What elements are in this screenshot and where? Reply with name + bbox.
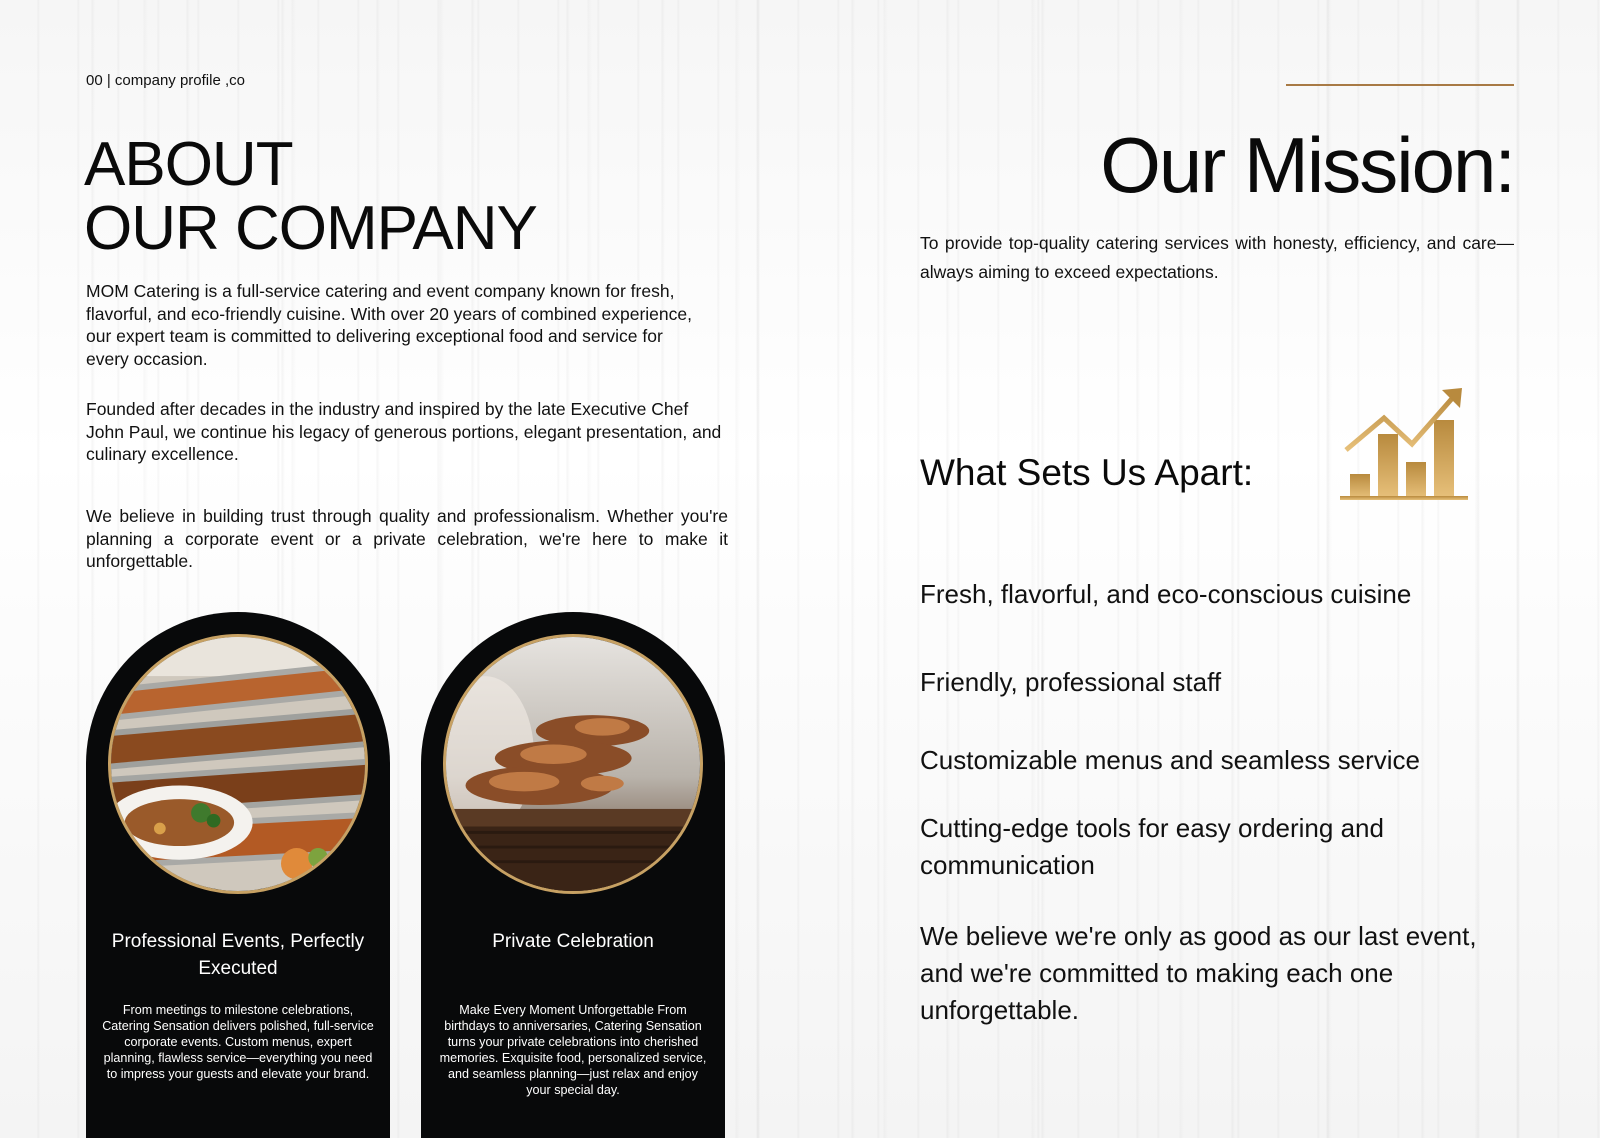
buffet-trays-image xyxy=(111,637,365,891)
about-title xyxy=(84,130,537,263)
buffet-trays-photo xyxy=(108,634,368,894)
private-celebration-title: Private Celebration xyxy=(492,931,654,952)
about-title-line-2: OUR COMPANY xyxy=(84,194,537,263)
about-paragraph-2: Founded after decades in the industry and inspired by the late Executive Chef John Paul, we continue his legacy of generous portions, elegant presentation, and culinary excellence. xyxy=(86,399,722,464)
apart-item-1: Fresh, flavorful, and eco-conscious cuisine xyxy=(920,579,1412,609)
corporate-events-title: Professional Events, Perfectly Executed xyxy=(111,931,365,979)
about-title-line-1: ABOUT xyxy=(84,130,293,199)
growth-chart-icon xyxy=(1340,388,1470,510)
apart-item-4: Cutting-edge tools for easy ordering and communication xyxy=(920,813,1384,880)
mission-title: Our Mission: xyxy=(1100,121,1514,209)
grilled-skewers-image xyxy=(446,637,700,891)
about-paragraph-1: MOM Catering is a full-service catering and event company known for fresh, flavorful, and eco-friendly cuisine. With over 20 years of combined experience, our expert team is committed to delivering exceptional food and service for every occasion. xyxy=(86,281,692,369)
apart-item-2: Friendly, professional staff xyxy=(920,667,1222,697)
mission-text: To provide top-quality catering services with honesty, efficiency, and care—always aiming to exceed expectations. xyxy=(920,233,1514,282)
corporate-events-card xyxy=(86,612,390,1138)
what-sets-us-apart-title: What Sets Us Apart: xyxy=(920,452,1254,493)
apart-item-5: We believe we're only as good as our last event, and we're committed to making each one unforgettable. xyxy=(920,921,1477,1025)
divider-rule xyxy=(1286,84,1514,86)
private-celebration-card xyxy=(421,612,725,1138)
corporate-events-description: From meetings to milestone celebrations, Catering Sensation delivers polished, full-service corporate events. Custom menus, expert planning, flawless service—everything you need to impress your guests and elevate your brand. xyxy=(102,1003,374,1081)
about-paragraph-3: We believe in building trust through quality and professionalism. Whether you're planning a corporate event or a private celebration, we're here to make it unforgettable. xyxy=(86,506,728,571)
grill-photo xyxy=(443,634,703,894)
page-label: 00 | company profile ,co xyxy=(86,72,245,89)
private-celebration-description: Make Every Moment Unforgettable From birthdays to anniversaries, Catering Sensation turns your private celebrations into cherished memories. Exquisite food, personalized service, and seamless planning—just relax and enjoy your special day. xyxy=(439,1003,707,1097)
apart-item-3: Customizable menus and seamless service xyxy=(920,745,1420,775)
